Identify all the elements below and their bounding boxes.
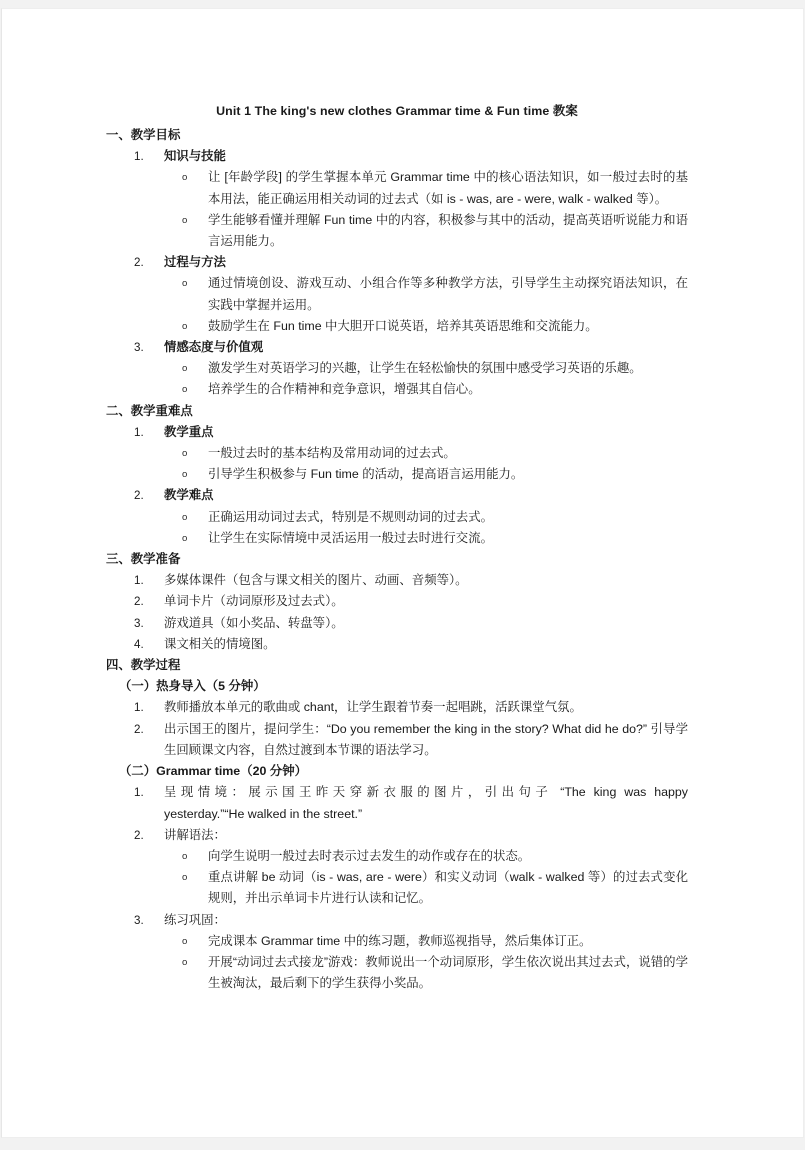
list-item-text: 鼓励学生在 Fun time 中大胆开口说英语，培养其英语思维和交流能力。	[208, 318, 598, 333]
list-marker: 2.	[134, 595, 144, 609]
list-item-label: 情感态度与价值观	[164, 340, 264, 355]
circle-bullet-icon: o	[182, 448, 188, 460]
list-item	[106, 422, 688, 443]
list-item	[106, 952, 688, 994]
list-item-text: 激发学生对英语学习的兴趣，让学生在轻松愉快的氛围中感受学习英语的乐趣。	[208, 361, 642, 376]
list-item	[106, 210, 688, 252]
list-item	[106, 379, 688, 400]
list-item-text: 开展“动词过去式接龙”游戏：教师说出一个动词原形，学生依次说出其过去式，说错的学生被淘汰，最后剩下的学生获得小奖品。	[208, 954, 688, 991]
list-item-text: 向学生说明一般过去时表示过去发生的动作或存在的状态。	[208, 848, 531, 863]
circle-bullet-icon: o	[182, 172, 188, 184]
circle-bullet-icon: o	[182, 935, 188, 947]
list-item-text-line-2: yesterday.”“He walked in the street.”	[164, 806, 363, 821]
list-item	[106, 634, 688, 655]
section-heading-teaching-objectives: 一、教学目标	[106, 128, 181, 142]
list-item-text: 完成课本 Grammar time 中的练习题，教师巡视指导，然后集体订正。	[208, 933, 592, 948]
list-item	[106, 528, 688, 549]
list-item	[106, 507, 688, 528]
list-marker: 1.	[134, 701, 144, 715]
section-heading-key-difficult-points: 二、教学重难点	[106, 403, 193, 418]
document-page	[1, 8, 804, 1138]
list-marker: 2.	[134, 828, 144, 842]
list-item	[106, 464, 688, 485]
list-marker: 1.	[134, 786, 144, 800]
list-item-label: 知识与技能	[164, 149, 226, 164]
list-item-text: 课文相关的情境图。	[164, 636, 276, 651]
list-item-text-line-1: 呈现情境：展示国王昨天穿新衣服的图片，引出句子 “The king was happy	[164, 785, 688, 800]
list-item	[106, 337, 688, 358]
list-item	[106, 570, 688, 591]
list-item-label: 过程与方法	[164, 255, 226, 270]
list-item-text: 让学生在实际情境中灵活运用一般过去时进行交流。	[208, 530, 493, 545]
list-item-text: 游戏道具（如小奖品、转盘等）。	[164, 615, 344, 630]
list-item-text: 通过情境创设、游戏互动、小组合作等多种教学方法，引导学生主动探究语法知识，在实践中掌握并运用。	[208, 276, 688, 312]
circle-bullet-icon: o	[182, 278, 188, 290]
list-marker: 4.	[134, 637, 144, 651]
list-item	[106, 167, 688, 209]
circle-bullet-icon: o	[182, 532, 188, 544]
subsection-heading-warmup: （一）热身导入（5 分钟）	[119, 679, 266, 694]
list-item	[106, 485, 688, 506]
list-marker: 3.	[134, 616, 144, 630]
list-item	[106, 846, 688, 867]
list-marker: 1.	[134, 150, 144, 164]
circle-bullet-icon: o	[182, 214, 188, 226]
circle-bullet-icon: o	[182, 363, 188, 375]
list-item	[106, 719, 688, 761]
list-item	[106, 358, 688, 379]
list-item	[106, 146, 688, 167]
list-item-text: 单词卡片（动词原形及过去式）。	[164, 594, 344, 609]
list-item	[106, 825, 688, 846]
list-item	[106, 316, 688, 337]
list-item-text: 一般过去时的基本结构及常用动词的过去式。	[208, 446, 456, 461]
circle-bullet-icon: o	[182, 956, 188, 968]
list-item	[106, 867, 688, 909]
list-item	[106, 443, 688, 464]
circle-bullet-icon: o	[182, 850, 188, 862]
circle-bullet-icon: o	[182, 320, 188, 332]
list-marker: 2.	[134, 489, 144, 503]
list-item-label: 教学难点	[164, 488, 214, 503]
list-item	[106, 252, 688, 273]
list-item	[106, 613, 688, 634]
list-marker: 3.	[134, 913, 144, 927]
subsection-heading-grammar-time: （二）Grammar time（20 分钟）	[119, 764, 307, 779]
list-item	[106, 591, 688, 612]
list-item	[106, 697, 688, 718]
list-item	[106, 931, 688, 952]
list-item-text: 培养学生的合作精神和竞争意识，增强其自信心。	[208, 382, 481, 397]
list-item	[106, 273, 688, 315]
list-item-text: 引导学生积极参与 Fun time 的活动，提高语言运用能力。	[208, 467, 524, 482]
list-item-text	[164, 782, 688, 824]
document-content	[106, 101, 688, 994]
section-heading-teaching-preparation: 三、教学准备	[106, 552, 181, 567]
list-marker: 1.	[134, 425, 144, 439]
circle-bullet-icon: o	[182, 511, 188, 523]
list-item-text: 练习巩固：	[164, 912, 226, 927]
circle-bullet-icon: o	[182, 384, 188, 396]
list-item-text: 教师播放本单元的歌曲或 chant，让学生跟着节奏一起唱跳，活跃课堂气氛。	[164, 700, 582, 715]
list-item-label: 教学重点	[164, 424, 214, 439]
list-marker: 3.	[134, 341, 144, 355]
list-item-text: 多媒体课件（包含与课文相关的图片、动画、音频等）。	[164, 573, 468, 588]
list-item	[106, 782, 688, 824]
list-marker: 2.	[134, 256, 144, 270]
circle-bullet-icon: o	[182, 872, 188, 884]
circle-bullet-icon: o	[182, 469, 188, 481]
list-marker: 2.	[134, 722, 144, 736]
list-item-text: 出示国王的图片，提问学生：“Do you remember the king in the story? What did he do?” 引导学生回顾课文内容，自然过渡到本节课的语法学习。	[164, 721, 688, 757]
list-item-text: 正确运用动词过去式，特别是不规则动词的过去式。	[208, 509, 493, 524]
list-item-text: 学生能够看懂并理解 Fun time 中的内容，积极参与其中的活动，提高英语听说能力和语言运用能力。	[208, 212, 688, 249]
section-heading-teaching-process: 四、教学过程	[106, 658, 181, 673]
list-item-text: 讲解语法：	[164, 827, 226, 842]
list-item-text: 让 [年龄学段] 的学生掌握本单元 Grammar time 中的核心语法知识，如一般过去时的基本用法，能正确运用相关动词的过去式（如 is - was, are - were, walk - walked 等）。	[208, 170, 688, 206]
list-marker: 1.	[134, 574, 144, 588]
list-item-text: 重点讲解 be 动词（is - was, are - were）和实义动词（walk - walked 等）的过去式变化规则，并出示单词卡片进行认读和记忆。	[208, 870, 688, 906]
page-title: Unit 1 The king's new clothes Grammar time & Fun time 教案	[216, 104, 578, 118]
list-item	[106, 910, 688, 931]
